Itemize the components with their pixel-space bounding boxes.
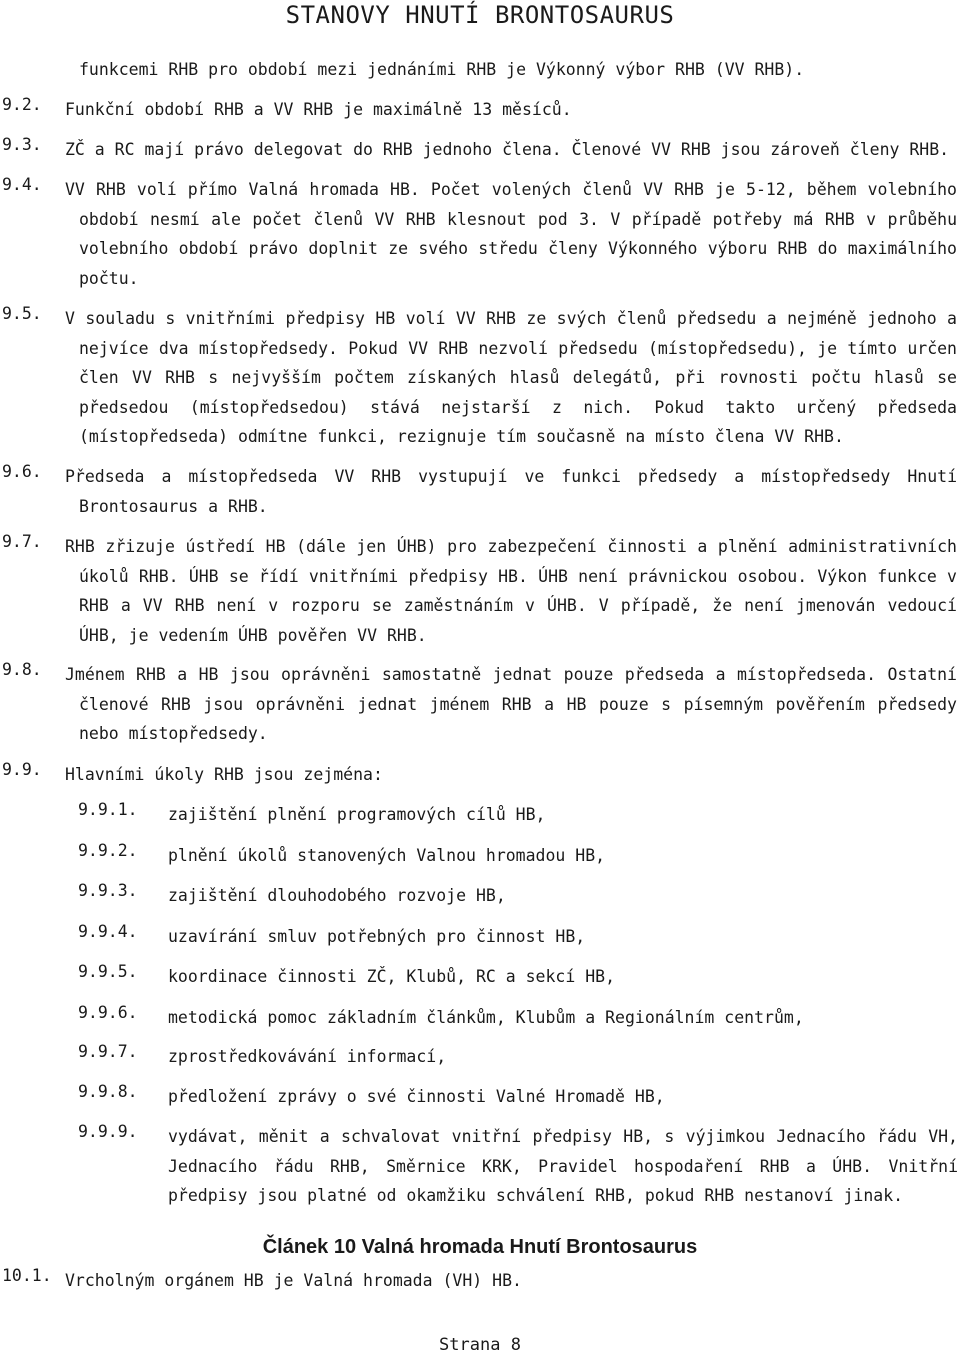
paragraph-number: 9.6. [2,462,42,481]
paragraph-number: 9.9. [2,760,42,779]
list-item-text: vydávat, měnit a schvalovat vnitřní předpisy HB, s výjimkou Jednacího řádu VH, Jednacího řádu RHB, Směrnice KRK, Pravidel hospodaření RHB a ÚHB. Vnitřní předpisy jsou platné od okamžiku schválení RHB, pokud RHB nestanoví jinak. [168,1127,958,1205]
list-item-text: metodická pomoc základním článkům, Klubům a Regionálním centrům, [168,1008,804,1027]
paragraph-text: ZČ a RC mají právo delegovat do RHB jednoho člena. Členové VV RHB jsou zároveň členy RHB. [65,140,950,159]
paragraph-9-3 [0,135,960,165]
paragraph-number: 9.4. [2,175,42,194]
list-item-number: 9.9.3. [78,881,138,900]
list-item [78,841,958,871]
paragraph-number: 9.8. [2,660,42,679]
list-item-number: 9.9.4. [78,922,138,941]
paragraph-9-8 [0,660,960,749]
list-item-text: uzavírání smluv potřebných pro činnost HB, [168,927,586,946]
list-item-text: předložení zprávy o své činnosti Valné Hromadě HB, [168,1087,665,1106]
paragraph-text: funkcemi RHB pro období mezi jednáními RHB je Výkonný výbor RHB (VV RHB). [79,60,805,79]
list-item [78,800,958,830]
paragraph-9-6 [0,462,960,521]
list-item [78,922,958,952]
list-item [78,1042,958,1072]
paragraph-text: Předseda a místopředseda VV RHB vystupují ve funkci předsedy a místopředsedy Hnutí Brontosaurus a RHB. [65,467,957,516]
list-item-number: 9.9.1. [78,800,138,819]
paragraph-9-2 [0,95,960,125]
page-number: Strana 8 [439,1335,521,1355]
paragraph-text: Funkční období RHB a VV RHB je maximálně 13 měsíců. [65,100,572,119]
paragraph-number: 9.2. [2,95,42,114]
list-item-number: 9.9.9. [78,1122,138,1141]
list-item-number: 9.9.5. [78,962,138,981]
list-item-text: zajištění dlouhodobého rozvoje HB, [168,886,506,905]
paragraph-9-4 [0,175,960,293]
paragraph-number: 9.3. [2,135,42,154]
list-item-text: plnění úkolů stanovených Valnou hromadou HB, [168,846,606,865]
list-item-number: 9.9.7. [78,1042,138,1061]
list-item [78,1082,958,1112]
list-item [78,1122,958,1211]
paragraph-number: 10.1. [2,1266,52,1285]
paragraph-text: V souladu s vnitřními předpisy HB volí VV RHB ze svých členů předsedu a nejméně jednoho a nejvíce dva místopředsedy. Pokud VV RHB nezvolí předsedu (místopředsedu), je tímto určen člen VV RHB s nejvyšším počtem získaných hlasů delegátů, při rovnosti počtu hlasů se předsedou (místopředsedou) stává nejstarší z nich. Pokud takto určený předseda (místopředseda) odmítne funkci, rezignuje tím současně na místo člena VV RHB. [65,309,957,446]
list-item [78,962,958,992]
paragraph-10-1 [0,1266,960,1296]
paragraph-9-9 [0,760,960,790]
list-item-text: zajištění plnění programových cílů HB, [168,805,546,824]
list-item-number: 9.9.8. [78,1082,138,1101]
list-item-text: koordinace činnosti ZČ, Klubů, RC a sekcí HB, [168,967,616,986]
list-item-number: 9.9.6. [78,1003,138,1022]
list-item [78,1003,958,1033]
paragraph-text: Hlavními úkoly RHB jsou zejména: [65,765,383,784]
paragraph-number: 9.7. [2,532,42,551]
paragraph-text: Vrcholným orgánem HB je Valná hromada (VH) HB. [65,1271,522,1290]
list-item-number: 9.9.2. [78,841,138,860]
article-heading: Článek 10 Valná hromada Hnutí Brontosaurus [262,1236,698,1258]
paragraph-9-7 [0,532,960,650]
list-item-text: zprostředkovávání informací, [168,1047,447,1066]
list-item [78,881,958,911]
paragraph-number: 9.5. [2,304,42,323]
paragraph-text: VV RHB volí přímo Valná hromada HB. Počet volených členů VV RHB je 5-12, během volebního období nesmí ale počet členů VV RHB klesnout pod 3. V případě potřeby má RHB v průběhu volebního období právo doplnit ze svého středu členy Výkonného výboru RHB do maximálního počtu. [65,180,957,288]
paragraph-text: Jménem RHB a HB jsou oprávněni samostatně jednat pouze předseda a místopředseda. Ostatní členové RHB jsou oprávněni jednat jménem RHB a HB pouze s písemným pověřením předsedy nebo místopředsedy. [65,665,957,743]
paragraph-9-5 [0,304,960,452]
page-header: STANOVY HNUTÍ BRONTOSAURUS [285,1,675,29]
paragraph-text: RHB zřizuje ústředí HB (dále jen ÚHB) pro zabezpečení činnosti a plnění administrativních úkolů RHB. ÚHB se řídí vnitřními předpisy HB. ÚHB není právnickou osobou. Výkon funkce v RHB a VV RHB není v rozporu se zaměstnáním v ÚHB. V případě, že není jmenován vedoucí ÚHB, je vedením ÚHB pověřen VV RHB. [65,537,957,645]
paragraph-continuation [0,55,960,85]
